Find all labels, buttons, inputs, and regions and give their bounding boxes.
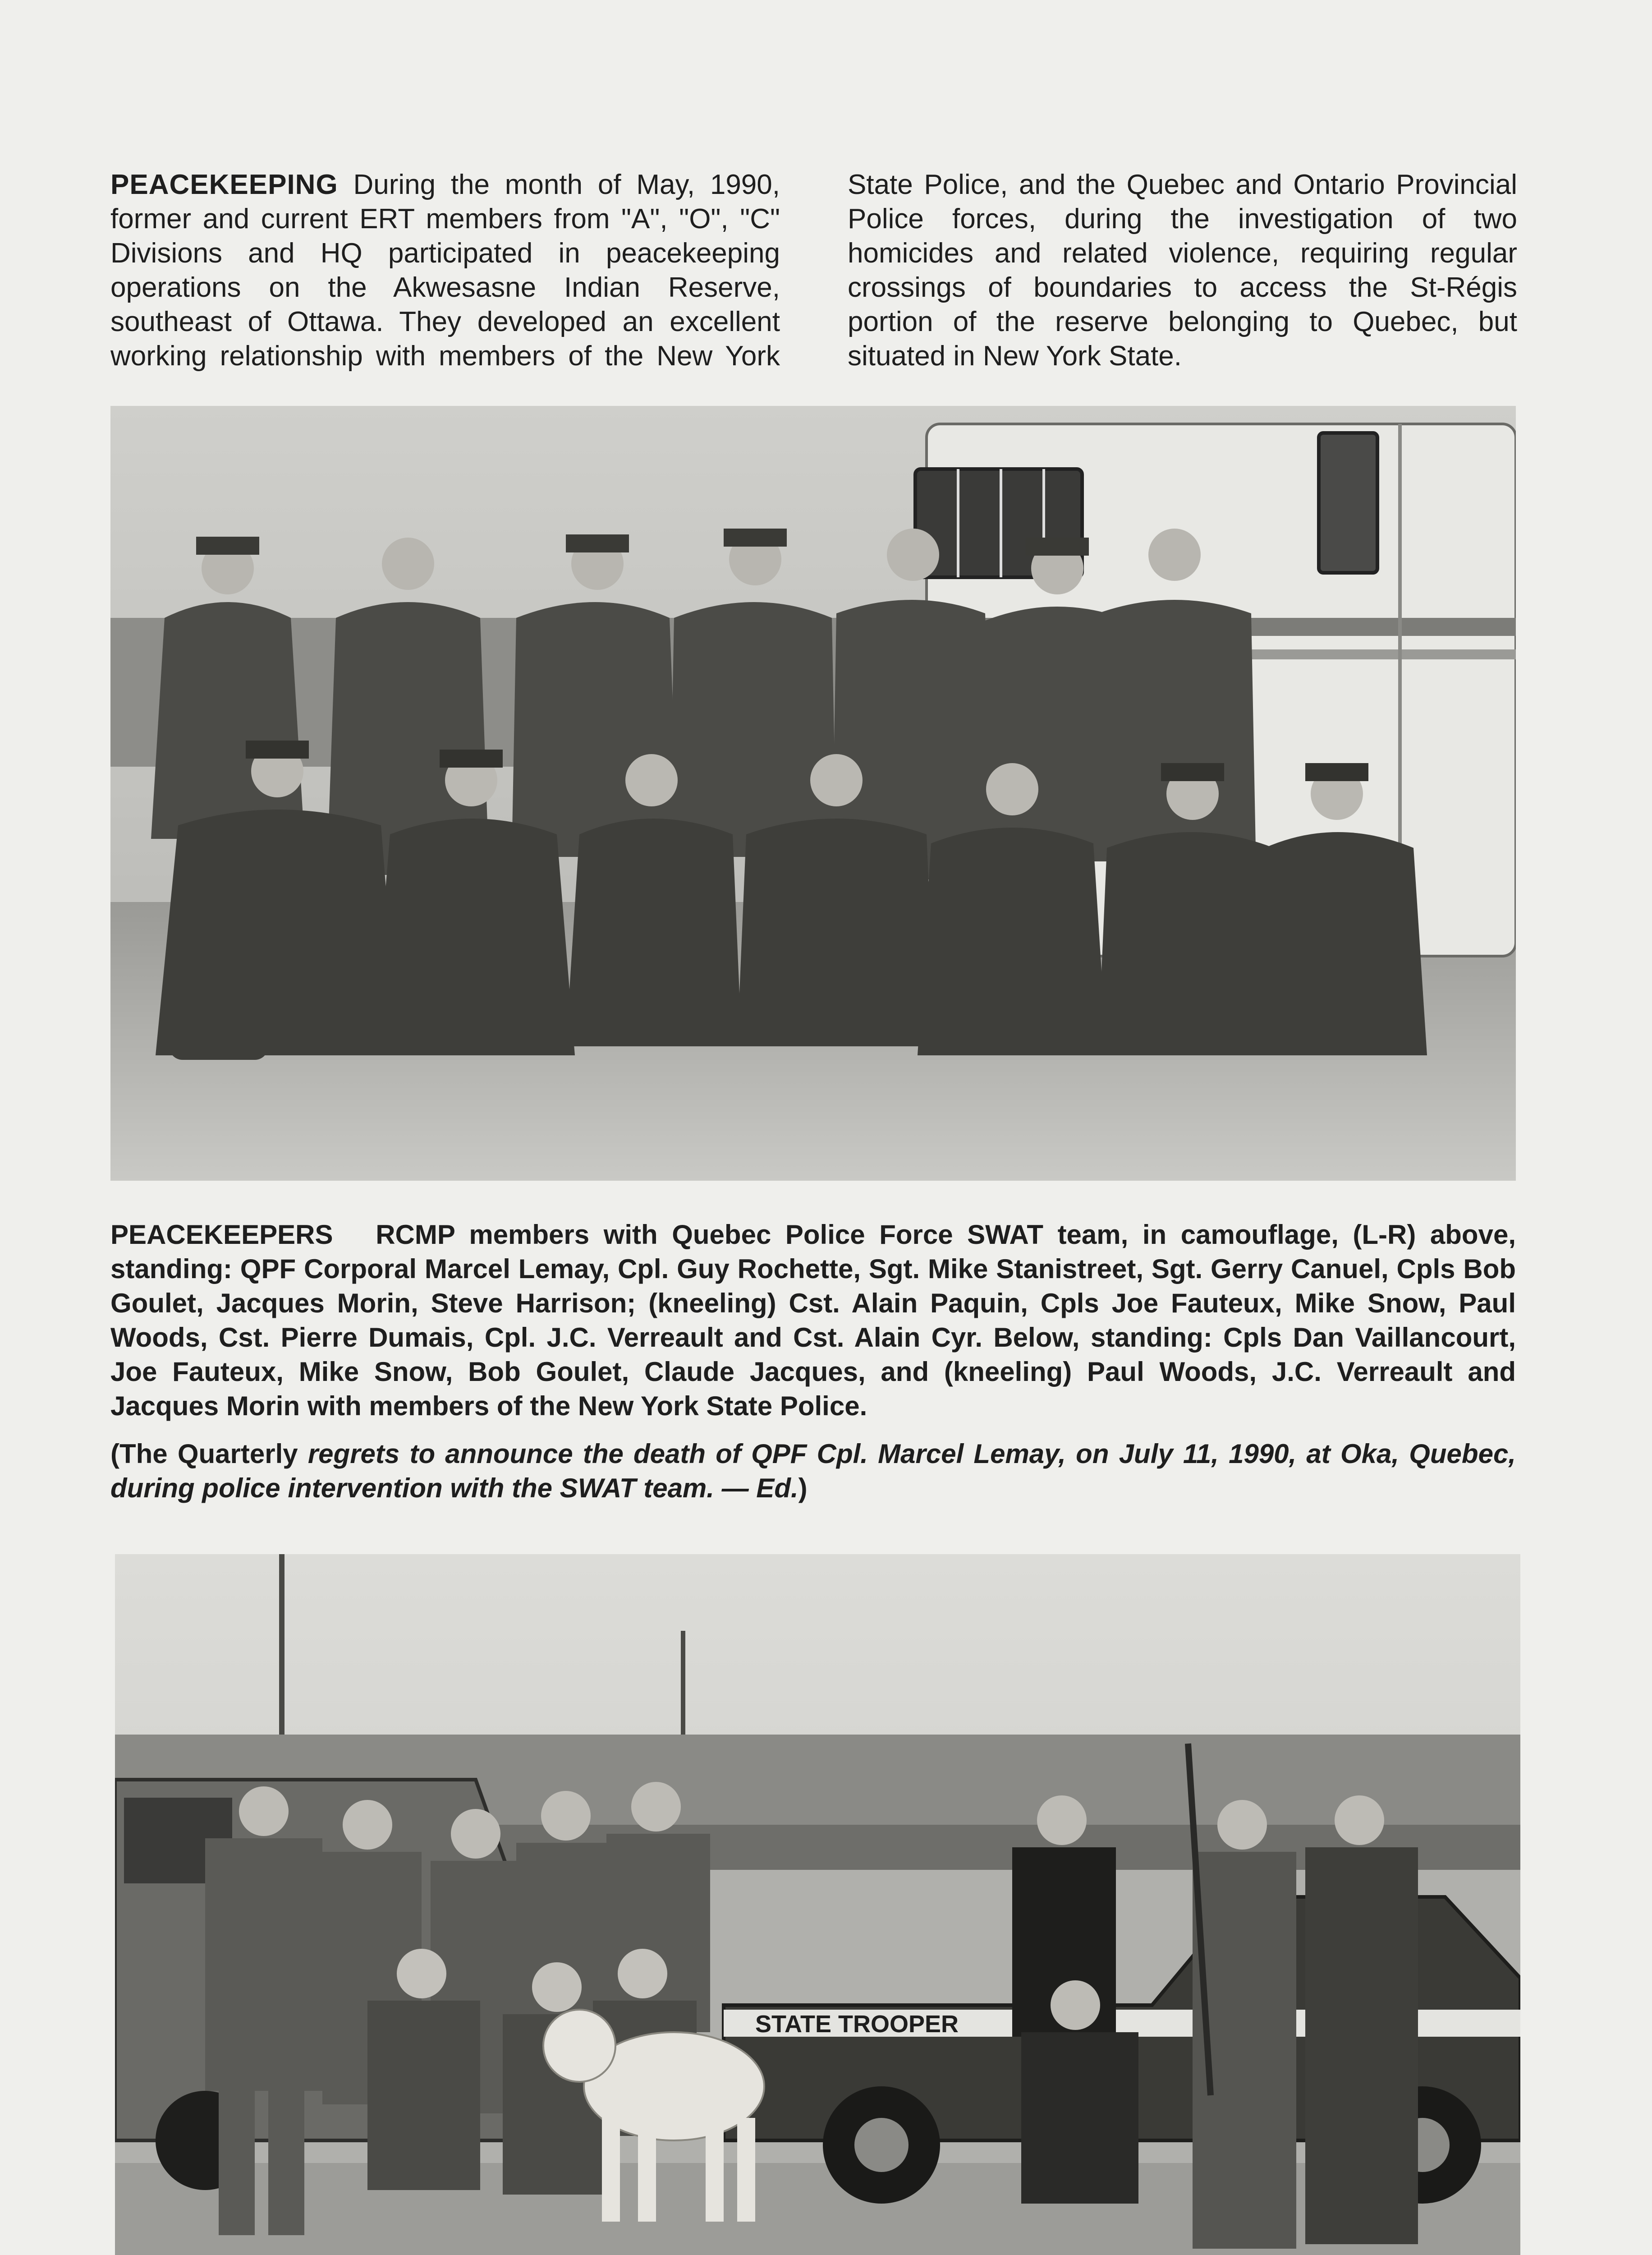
caption-main xyxy=(110,1218,1516,1423)
car-door-text: STATE TROOPER xyxy=(755,2011,959,2038)
caption-body: RCMP members with Quebec Police Force SWAT team, in camouflage, (L-R) above, standing: QPF Corporal Marcel Lemay, Cpl. Guy Rochette, Sgt. Mike Stanistreet, Sgt. Gerry Canuel, Cpls Bob Goulet, Jacques Morin, Steve Harrison; (kneeling) Cst. Alain Paquin, Cpls Joe Fauteux, Mike Snow, Paul Woods, Cst. Pierre Dumais, Cpl. J.C. Verreault and Cst. Alain Cyr. Below, standing: Cpls Dan Vaillancourt, Joe Fauteux, Mike Snow, Bob Goulet, Claude Jacques, and (kneeling) Paul Woods, J.C. Verreault and Jacques Morin with members of the New York State Police. xyxy=(110,1220,1516,1421)
photo-state-police xyxy=(115,1554,1520,2255)
photo-caption xyxy=(110,1218,1516,1505)
caption-lead: PEACEKEEPERS xyxy=(110,1220,333,1250)
group-of-officers-icon xyxy=(110,406,1516,1181)
intro-text xyxy=(110,168,1517,373)
group-of-officers-icon xyxy=(115,1554,1520,2255)
photo-swat-team xyxy=(110,406,1516,1181)
intro-lead: PEACEKEEPING xyxy=(110,169,338,200)
editor-note-open: (The Quarterly xyxy=(110,1439,298,1469)
editor-note-close: ) xyxy=(798,1473,808,1503)
intro-body: During the month of May, 1990, former and current ERT members from "A", "O", "C" Divisions and HQ participated in peacekeeping operations on the Akwesasne Indian Reserve, southeast of Ottawa. They developed an excellent working relationship with members of the New York State Police, and the Quebec and Ontario Provincial Police forces, during the investigation of two homicides and related violence, requiring regular crossings of boundaries to access the St-Régis portion of the reserve belonging to Quebec, but situated in New York State. xyxy=(110,169,1517,372)
editor-note xyxy=(110,1437,1516,1505)
editor-note-body: regrets to announce the death of QPF Cpl. Marcel Lemay, on July 11, 1990, at Oka, Quebec, during police intervention with the SWAT team. — Ed. xyxy=(110,1439,1516,1503)
